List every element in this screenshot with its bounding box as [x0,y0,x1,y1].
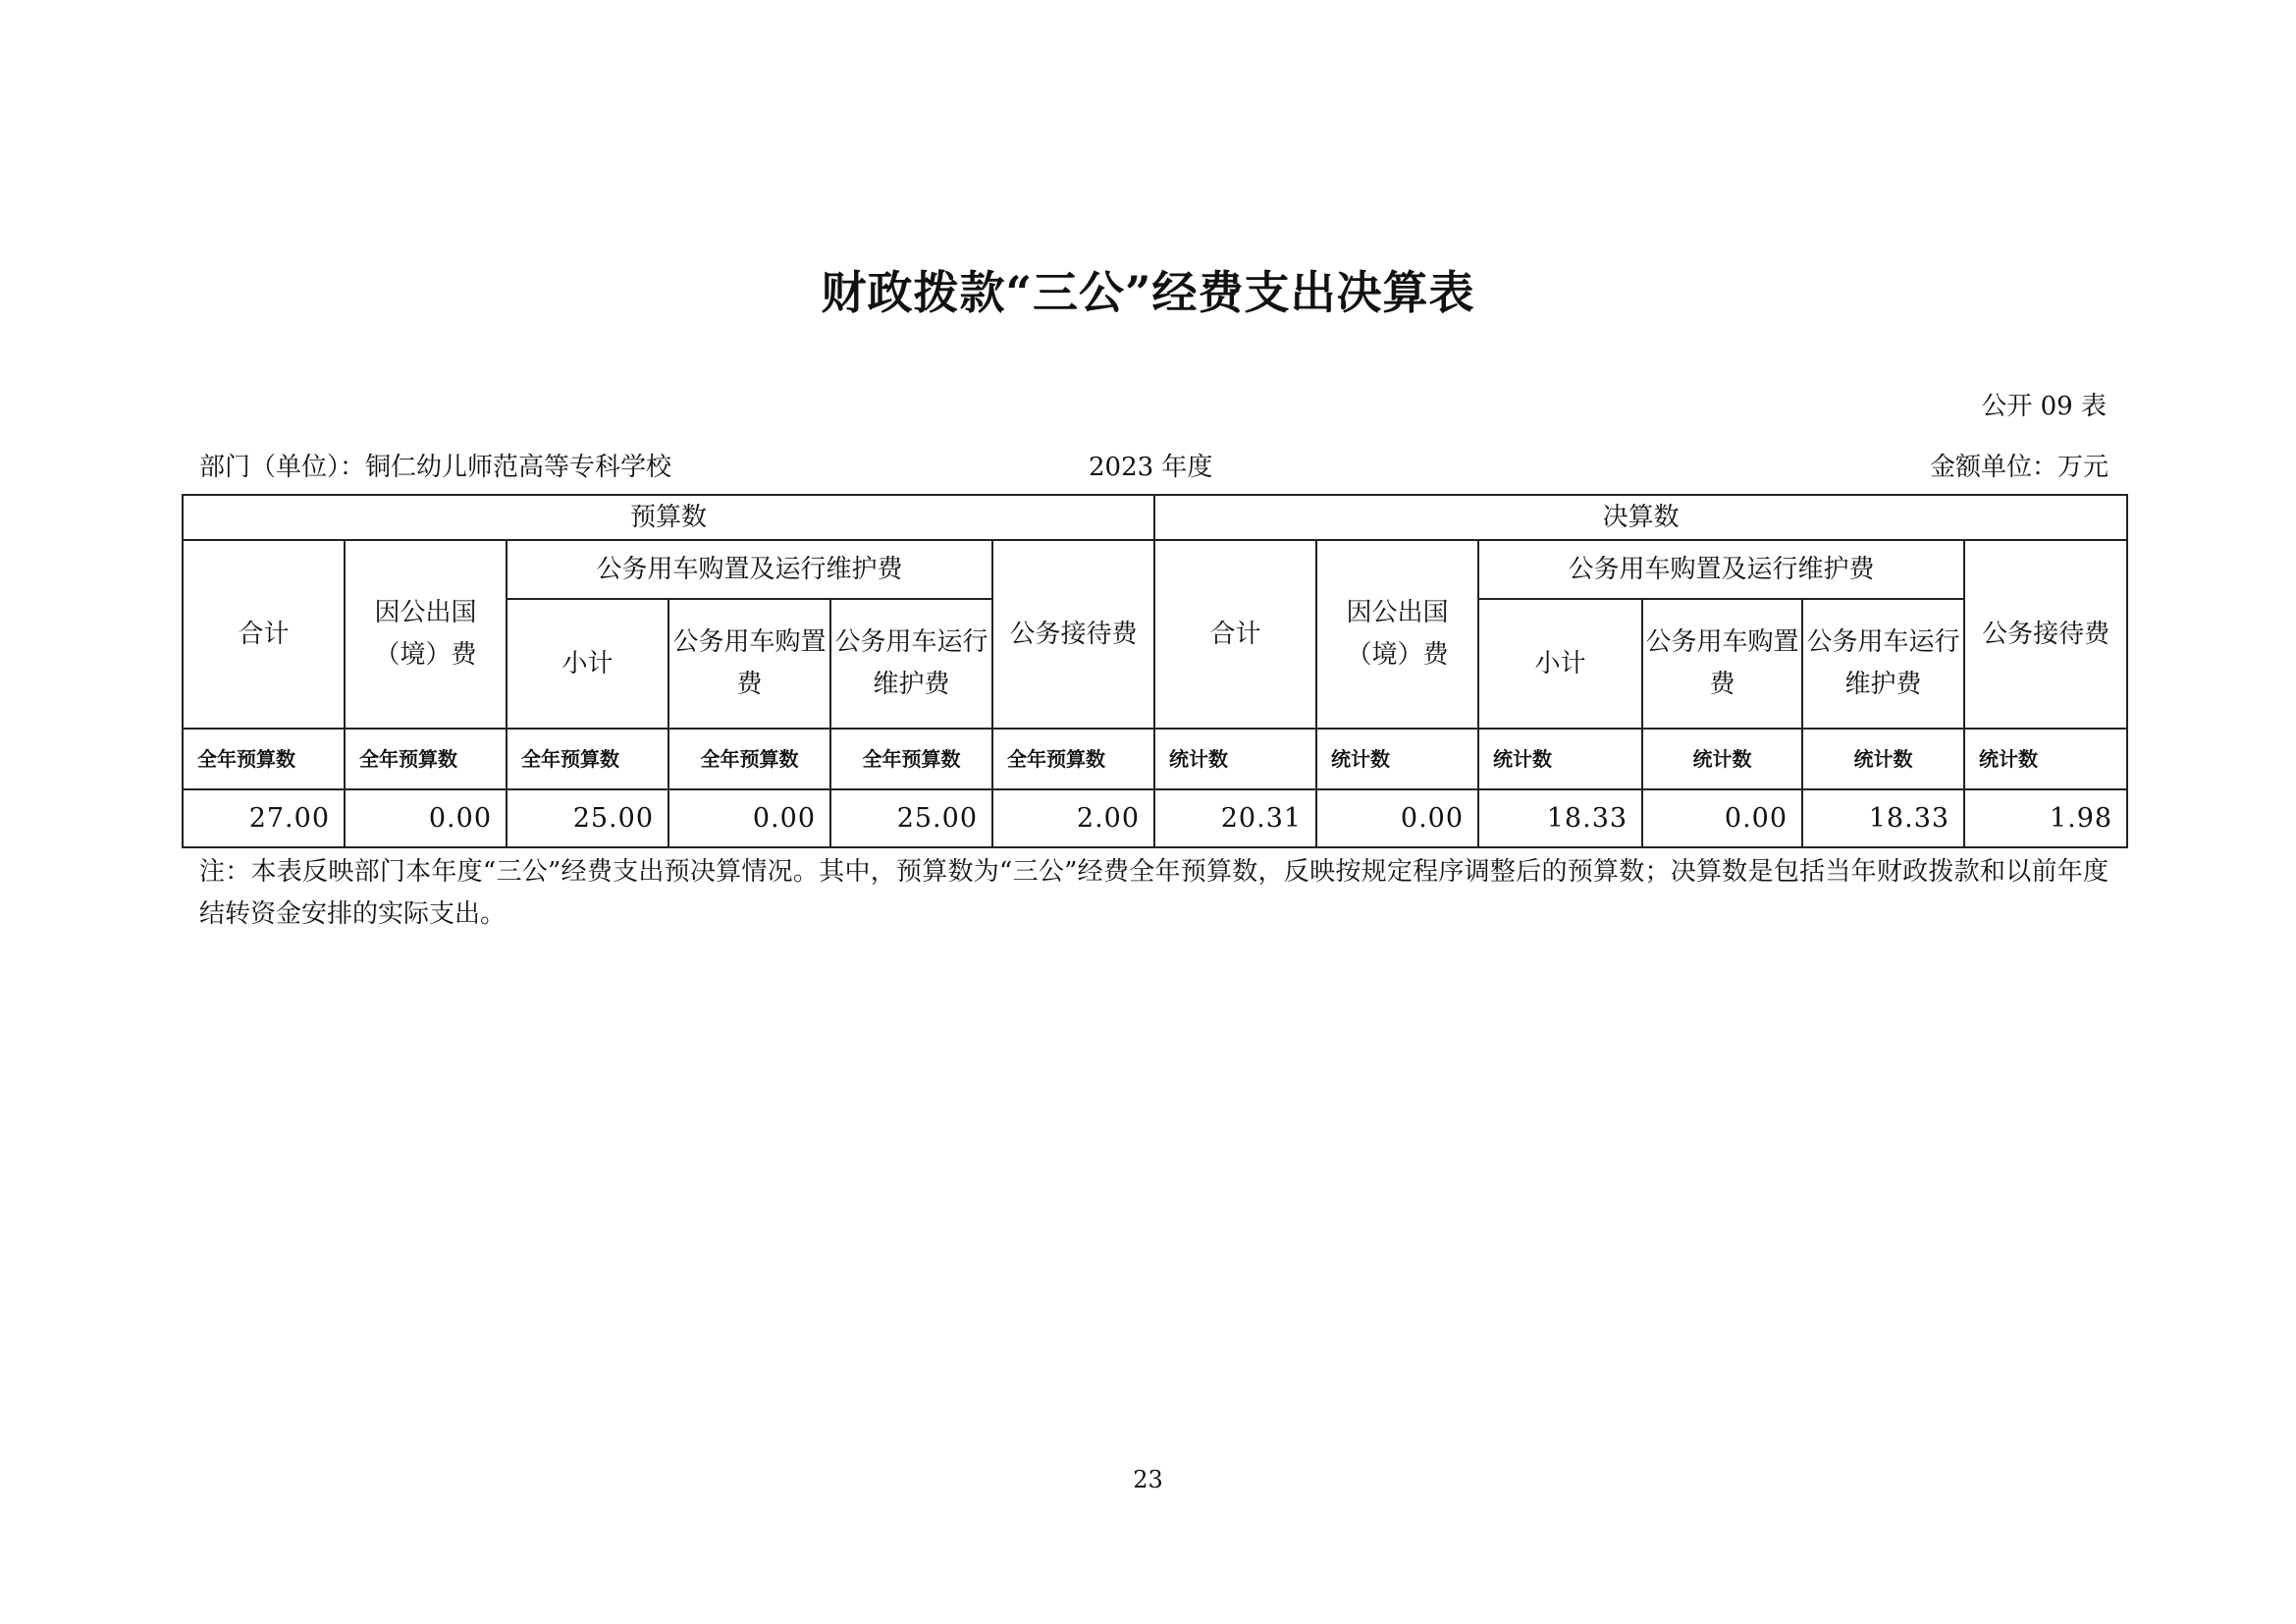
budget-total-header: 合计 [183,540,345,729]
header-row-category [183,540,2127,599]
final-total-header: 合计 [1154,540,1316,729]
amount-unit: 金额单位：万元 [1929,453,2109,482]
final-reception-header: 公务接待费 [1964,540,2127,729]
final-subheader: 统计数 [1802,729,1964,789]
fiscal-year: 2023 年度 [1089,453,1213,482]
budget-abroad-header: 因公出国（境）费 [345,540,507,729]
budget-total-value: 27.00 [183,789,345,847]
budget-header: 预算数 [183,495,1154,540]
budget-subtotal-value: 25.00 [507,789,668,847]
final-subheader: 统计数 [1964,729,2127,789]
final-vehicle-operation-value: 18.33 [1802,789,1964,847]
meta-row [199,447,2109,482]
three-public-expenses-table [182,494,2128,848]
form-number: 公开 09 表 [1981,392,2107,421]
budget-subheader: 全年预算数 [830,729,992,789]
final-abroad-header: 因公出国（境）费 [1316,540,1478,729]
budget-subheader: 全年预算数 [345,729,507,789]
budget-vehicle-purchase-value: 0.00 [668,789,830,847]
final-abroad-value: 0.00 [1316,789,1478,847]
table-row [183,789,2127,847]
final-subheader: 统计数 [1154,729,1316,789]
final-subheader: 统计数 [1478,729,1642,789]
header-row-group [183,495,2127,540]
final-vehicle-operation-header: 公务用车运行维护费 [1802,599,1964,729]
budget-vehicle-purchase-header: 公务用车购置费 [668,599,830,729]
budget-subheader: 全年预算数 [992,729,1154,789]
budget-subheader: 全年预算数 [507,729,668,789]
page-title: 财政拨款“三公”经费支出决算表 [821,266,1475,319]
final-header: 决算数 [1154,495,2127,540]
subheader-row [183,729,2127,789]
budget-reception-value: 2.00 [992,789,1154,847]
final-total-value: 20.31 [1154,789,1316,847]
budget-vehicle-operation-value: 25.00 [830,789,992,847]
budget-subheader: 全年预算数 [668,729,830,789]
final-vehicle-purchase-value: 0.00 [1642,789,1802,847]
budget-vehicle-group-header: 公务用车购置及运行维护费 [507,540,992,599]
table-note: 注：本表反映部门本年度“三公”经费支出预决算情况。其中，预算数为“三公”经费全年预算数，反映按规定程序调整后的预算数；决算数是包括当年财政拨款和以前年度结转资金安排的实际支出。 [199,857,2109,929]
final-vehicle-purchase-header: 公务用车购置费 [1642,599,1802,729]
page-number: 23 [1133,1466,1163,1493]
final-subheader: 统计数 [1316,729,1478,789]
final-subtotal-header: 小计 [1478,599,1642,729]
final-reception-value: 1.98 [1964,789,2127,847]
final-subtotal-value: 18.33 [1478,789,1642,847]
budget-subheader: 全年预算数 [183,729,345,789]
budget-subtotal-header: 小计 [507,599,668,729]
department-label: 部门（单位）：铜仁幼儿师范高等专科学校 [199,453,672,482]
final-vehicle-group-header: 公务用车购置及运行维护费 [1478,540,1964,599]
final-subheader: 统计数 [1642,729,1802,789]
budget-abroad-value: 0.00 [345,789,507,847]
budget-reception-header: 公务接待费 [992,540,1154,729]
budget-vehicle-operation-header: 公务用车运行维护费 [830,599,992,729]
